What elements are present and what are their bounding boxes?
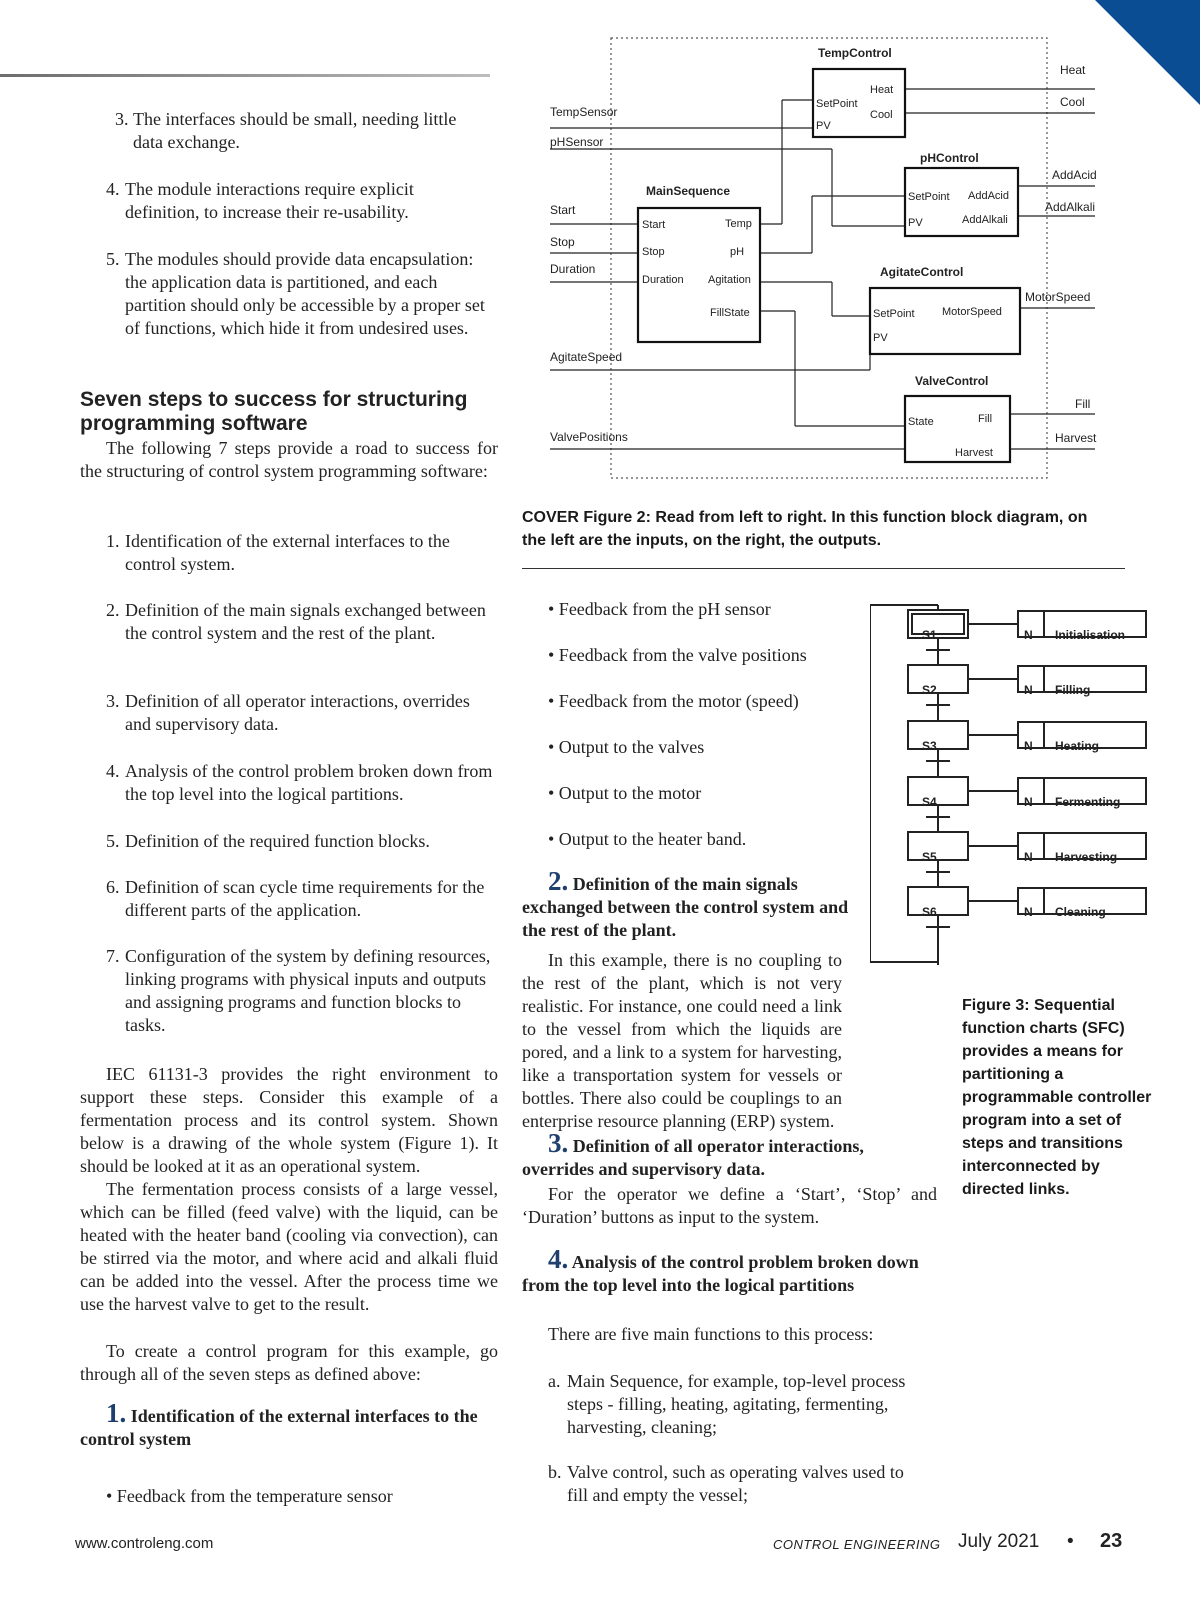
step2-title: Definition of the main signals exchanged between the control system and the rest of the plant. xyxy=(522,874,849,940)
step-item xyxy=(106,876,496,922)
fbd-input: pHSensor xyxy=(550,135,604,149)
sfc-step-label: S3 xyxy=(922,739,937,753)
step4-body: There are five main functions to this process: xyxy=(548,1324,874,1344)
sfc-qualifier: N xyxy=(1024,739,1033,753)
footer-magazine: CONTROL ENGINEERING xyxy=(773,1537,941,1552)
list-letter: b. xyxy=(548,1462,562,1482)
step-item xyxy=(106,830,496,853)
step-text: Configuration of the system by defining resources, linking programs with physical inputs and outputs and assigning programs and function blocks to tasks. xyxy=(125,946,491,1035)
step3-title: Definition of all operator interactions, overrides and supervisory data. xyxy=(522,1136,864,1179)
bullet-item: • Feedback from the valve positions xyxy=(548,645,807,665)
sfc-qualifier: N xyxy=(1024,683,1033,697)
list-number: 3. xyxy=(115,109,129,129)
step2-number: 2. xyxy=(548,866,569,896)
corner-accent xyxy=(1095,0,1200,105)
sfc-qualifier: N xyxy=(1024,795,1033,809)
fbd-output: AddAcid xyxy=(1052,168,1097,182)
step-number: 6. xyxy=(106,877,120,897)
function-block-diagram xyxy=(550,36,1110,486)
figure2-caption: COVER Figure 2: Read from left to right. In this function block diagram, on the left are the inputs, on the right, the outputs. xyxy=(522,509,1088,549)
fbd-output: MotorSpeed xyxy=(1025,290,1091,304)
fbd-pin: Start xyxy=(642,219,666,231)
sfc-step-box xyxy=(908,665,968,693)
fbd-pin: Agitation xyxy=(708,274,751,286)
sfc-step-label: S5 xyxy=(922,850,937,864)
fbd-pin: State xyxy=(908,416,934,428)
sequential-function-chart xyxy=(870,600,1150,970)
fbd-input: Duration xyxy=(550,262,596,276)
step-number: 7. xyxy=(106,946,120,966)
fbd-output: Heat xyxy=(1060,63,1086,77)
tempcontrol-title: TempControl xyxy=(818,46,892,60)
step-item xyxy=(106,760,496,806)
step3-number: 3. xyxy=(548,1128,569,1158)
sfc-step-label: S2 xyxy=(922,683,937,697)
list-number: 5. xyxy=(106,249,120,269)
sfc-action: Heating xyxy=(1055,739,1100,753)
list-item xyxy=(548,1461,923,1507)
list-item xyxy=(115,108,490,154)
fbd-pin: Cool xyxy=(870,109,893,121)
fbd-pin: Heat xyxy=(870,84,894,96)
step1-heading xyxy=(80,1398,498,1451)
step-item xyxy=(106,599,496,645)
step-text: Definition of the main signals exchanged between the control system and the rest of the plant. xyxy=(125,600,486,643)
fbd-pin: AddAlkali xyxy=(962,214,1008,226)
list-item xyxy=(548,1370,923,1439)
step-text: Definition of all operator interactions, overrides and supervisory data. xyxy=(125,691,470,734)
bullet-item: • Output to the valves xyxy=(548,737,705,757)
list-text: Main Sequence, for example, top-level process steps - filling, heating, agitating, fermenting, harvesting, cleaning; xyxy=(567,1371,906,1437)
step-number: 3. xyxy=(106,691,120,711)
footer-bullet: • xyxy=(1067,1531,1074,1552)
step3-heading xyxy=(522,1128,937,1181)
fbd-input: ValvePositions xyxy=(550,430,628,444)
sfc-qualifier: N xyxy=(1024,628,1033,642)
sfc-step-box xyxy=(908,777,968,805)
list-letter: a. xyxy=(548,1371,561,1391)
fbd-output: Fill xyxy=(1075,397,1091,411)
phcontrol-title: pHControl xyxy=(920,151,979,165)
step4-heading xyxy=(522,1244,937,1297)
step-text: Identification of the external interfaces to the control system. xyxy=(125,531,450,574)
step2-body-intro xyxy=(522,949,842,1133)
fbd-pin: SetPoint xyxy=(816,98,858,110)
bullet-temperature: • Feedback from the temperature sensor xyxy=(106,1486,393,1506)
step-number: 1. xyxy=(106,531,120,551)
list-text: Valve control, such as operating valves used to fill and empty the vessel; xyxy=(567,1462,904,1505)
fbd-input: AgitateSpeed xyxy=(550,350,623,364)
fbd-pin: pH xyxy=(730,246,745,258)
agitatecontrol-block xyxy=(870,288,1020,354)
sfc-step-box xyxy=(908,832,968,860)
sfc-action: Filling xyxy=(1055,683,1091,697)
caption-rule xyxy=(522,568,1125,569)
fbd-pin: PV xyxy=(908,217,923,229)
bullet-item: • Output to the heater band. xyxy=(548,829,747,849)
paragraph-create: To create a control program for this example, go through all of the seven steps as defined above: xyxy=(80,1341,498,1384)
mainsequence-title: MainSequence xyxy=(646,184,731,198)
agitatecontrol-title: AgitateControl xyxy=(880,265,964,279)
sfc-action: Harvesting xyxy=(1055,850,1118,864)
step1-number: 1. xyxy=(106,1398,127,1428)
step2-body: In this example, there is no coupling to the rest of the plant, which is not very realistic. For instance, one could need a link to the vessel from which the liquids are pored, and a link to a system for harvesting, like a transportation system for vessels or bottles. There also could be couplings to an enterprise resource planning (ERP) system. xyxy=(522,950,842,1131)
fbd-pin: MotorSpeed xyxy=(942,306,1002,318)
list-text: The interfaces should be small, needing little data exchange. xyxy=(133,109,457,152)
paragraph-fermentation: The fermentation process consists of a large vessel, which can be filled (feed valve) with the liquid, can be heated with the heater band (cooling via convection), can be stirred via the motor, and where acid and alkali fluid can be added into the vessel. After the process time we use the harvest valve to get to the result. xyxy=(80,1179,498,1314)
list-text: The module interactions require explicit definition, to increase their re-usability. xyxy=(125,179,414,222)
paragraph-iec: IEC 61131-3 provides the right environment to support these steps. Consider this example of a fermentation process and its control system. Shown below is a drawing of the whole system (Figure 1). It should be looked at it as an operational system. xyxy=(80,1064,498,1176)
sfc-step-label: S4 xyxy=(922,795,937,809)
fbd-pin: SetPoint xyxy=(873,308,915,320)
fbd-output: Harvest xyxy=(1055,431,1097,445)
step-text: Definition of scan cycle time requirements for the different parts of the application. xyxy=(125,877,485,920)
list-number: 4. xyxy=(106,179,120,199)
page-number: 23 xyxy=(1100,1530,1123,1552)
step2-heading xyxy=(522,866,852,942)
sfc-qualifier: N xyxy=(1024,905,1033,919)
step3-body: For the operator we define a ‘Start’, ‘Stop’ and ‘Duration’ buttons as input to the system. xyxy=(522,1184,937,1227)
step-text: Definition of the required function blocks. xyxy=(125,831,430,851)
sfc-step-box xyxy=(908,721,968,749)
step4-title: Analysis of the control problem broken down from the top level into the logical partitions xyxy=(522,1252,919,1295)
fbd-input: Start xyxy=(550,203,576,217)
section-intro: The following 7 steps provide a road to success for the structuring of control system programming software: xyxy=(80,438,498,481)
step-number: 4. xyxy=(106,761,120,781)
sfc-step-label: S1 xyxy=(922,628,937,642)
step-item xyxy=(106,945,496,1037)
valvecontrol-title: ValveControl xyxy=(915,374,989,388)
fbd-pin: Harvest xyxy=(955,447,993,459)
sfc-action: Fermenting xyxy=(1055,795,1121,809)
header-rule xyxy=(0,74,490,77)
fbd-pin: PV xyxy=(873,332,888,344)
list-text: The modules should provide data encapsulation: the application data is partitioned, and each partition should only be accessible by a proper set of functions, which hide it from undesired uses. xyxy=(125,249,485,338)
fbd-pin: Duration xyxy=(642,274,684,286)
step4-number: 4. xyxy=(548,1244,569,1274)
fbd-output: AddAlkali xyxy=(1045,200,1096,214)
footer-date: July 2021 xyxy=(958,1531,1040,1552)
figure3-caption: Figure 3: Sequential function charts (SFC) provides a means for partitioning a programmable controller program into a set of steps and transitions interconnected by directed links. xyxy=(962,997,1152,1198)
fbd-pin: SetPoint xyxy=(908,191,950,203)
fbd-pin: PV xyxy=(816,120,831,132)
sfc-step-label: S6 xyxy=(922,905,937,919)
sfc-initial-step-inner xyxy=(912,614,964,634)
sfc-action: Initialisation xyxy=(1055,628,1126,642)
sfc-step-box xyxy=(908,887,968,915)
sfc-qualifier: N xyxy=(1024,850,1033,864)
fbd-output: Cool xyxy=(1060,95,1085,109)
bullet-item: • Feedback from the motor (speed) xyxy=(548,691,799,711)
fbd-pin: Temp xyxy=(725,218,752,230)
step-number: 5. xyxy=(106,831,120,851)
bullet-item: • Feedback from the pH sensor xyxy=(548,599,771,619)
fbd-input: Stop xyxy=(550,235,575,249)
fbd-pin: Fill xyxy=(978,413,993,425)
fbd-input: TempSensor xyxy=(550,105,618,119)
step1-title: Identification of the external interfaces to the control system xyxy=(80,1406,478,1449)
step-item xyxy=(106,530,496,576)
list-item xyxy=(106,248,490,340)
sfc-action: Cleaning xyxy=(1055,905,1106,919)
step-item xyxy=(106,690,496,736)
fbd-pin: AddAcid xyxy=(968,190,1009,202)
bullet-item: • Output to the motor xyxy=(548,783,702,803)
step-text: Analysis of the control problem broken down from the top level into the logical partitions. xyxy=(125,761,493,804)
section-heading: Seven steps to success for structuring programming software xyxy=(80,388,468,435)
fbd-pin: FillState xyxy=(710,307,750,319)
fbd-pin: Stop xyxy=(642,246,665,258)
list-item xyxy=(106,178,490,224)
step-number: 2. xyxy=(106,600,120,620)
footer-url[interactable]: www.controleng.com xyxy=(75,1535,214,1552)
